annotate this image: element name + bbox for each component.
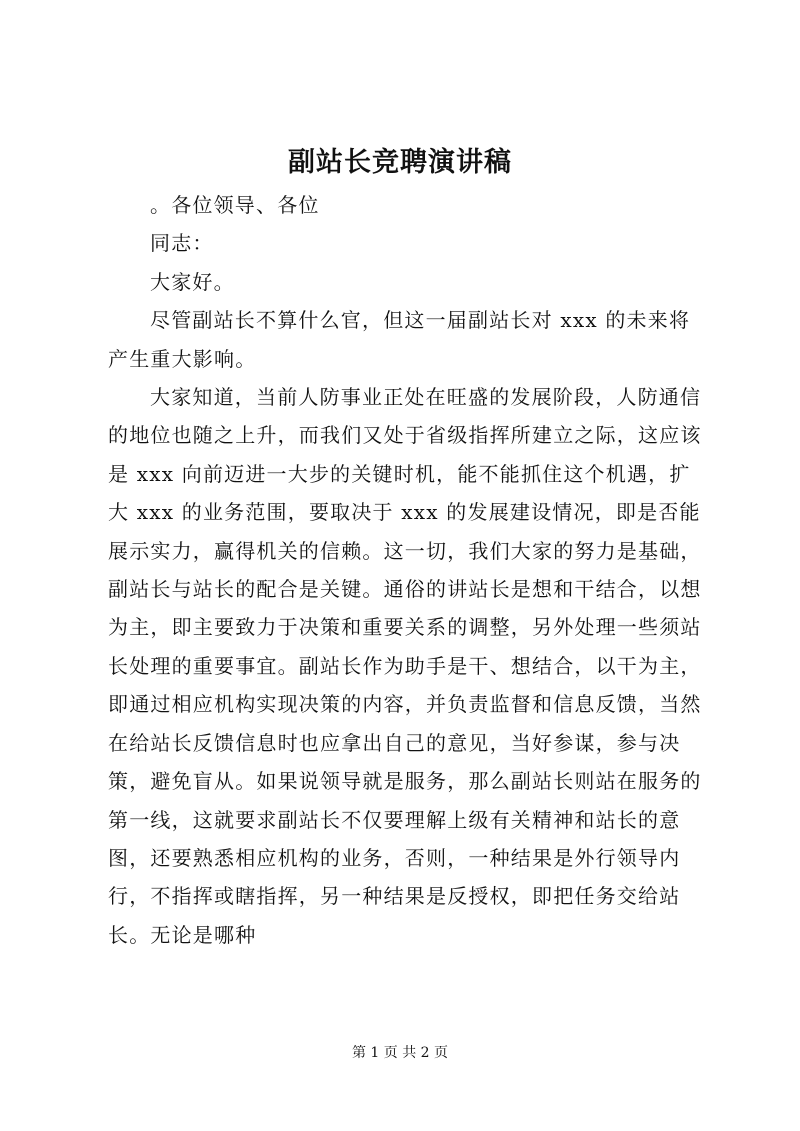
paragraph-salutation: 同志： xyxy=(150,231,214,256)
page-title: 副站长竞聘演讲稿 xyxy=(288,147,512,178)
paragraph-hello: 大家好。 xyxy=(150,269,235,294)
paragraph-greeting: 。各位领导、各位 xyxy=(150,193,320,217)
paragraph-main: 大家知道，当前人防事业正处在旺盛的发展阶段，人防通信的地位也随之上升，而我们又处于省级指挥所建立之际，这应该是 xxx 向前迈进一大步的关键时机，能不能抓住这个机遇，扩大 xxx 的业务范围，要取决于 xxx 的发展建设情况，即是否能展示实力，赢得机关的信赖。这一切，我们大家的努力是基础，副站长与站长的配合是关键。通俗的讲站长是想和干结合，以想为主，即主要致力于决策和重要关系的调整，另外处理一些须站长处理的重要事宜。副站长作为助手是干、想结合，以干为主，即通过相应机构实现决策的内容，并负责监督和信息反馈，当然在给站长反馈信息时也应拿出自己的意见，当好参谋，参与决策，避免盲从。如果说领导就是服务，那么副站长则站在服务的第一线，这就要求副站长不仅要理解上级有关精神和站长的意图，还要熟悉相应机构的业务，否则，一种结果是外行领导内行，不指挥或瞎指挥，另一种结果是反授权，即把任务交给站长。无论是哪种 xyxy=(108,385,702,947)
paragraph-intro: 尽管副站长不算什么官，但这一届副站长对 xxx 的未来将产生重大影响。 xyxy=(108,308,691,371)
page-footer: 第 1 页 共 2 页 xyxy=(351,1045,449,1061)
document-body xyxy=(108,186,708,954)
